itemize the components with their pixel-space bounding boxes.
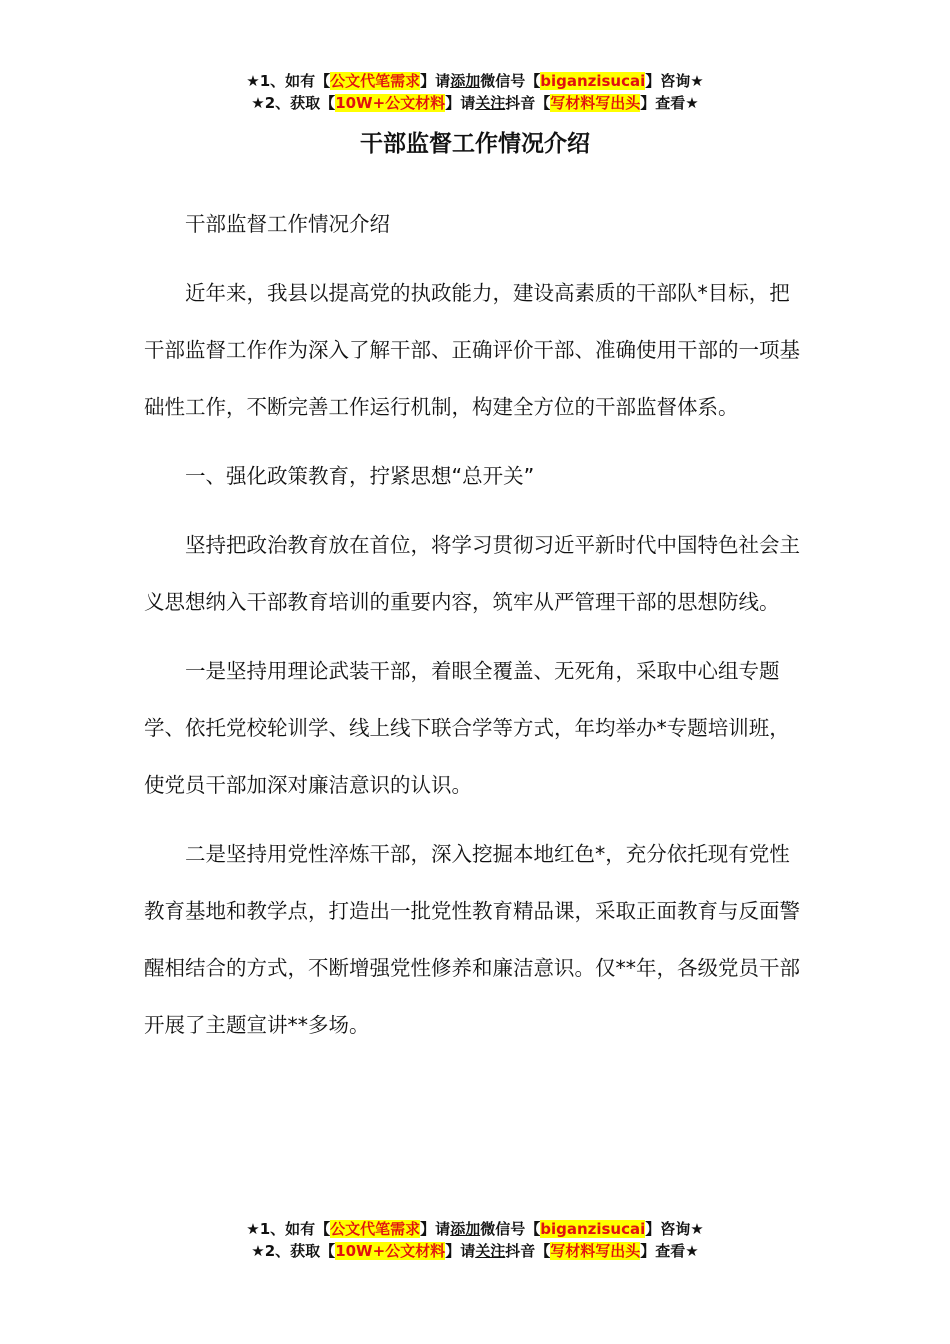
service-highlight: 公文代笔需求 [330,72,421,90]
header-banner [0,70,950,114]
materials-highlight: 10W+公文材料 [335,94,446,112]
douyin-id-highlight: 写材料写出头 [550,94,641,112]
banner-line-1: ★1、如有【公文代笔需求】请添加微信号【biganzisucai】咨询★ [246,72,704,90]
paragraph-section-1: 坚持把政治教育放在首位，将学习贯彻习近平新时代中国特色社会主义思想纳入干部教育培训的重要内容，筑牢从严管理干部的思想防线。 [144,533,800,614]
footer-banner-line-1: ★1、如有【公文代笔需求】请添加微信号【biganzisucai】咨询★ [246,1220,704,1238]
footer-douyin-id-highlight: 写材料写出头 [550,1242,641,1260]
footer-banner [0,1218,950,1262]
banner-line-2: ★2、获取【10W+公文材料】请关注抖音【写材料写出头】查看★ [251,94,699,112]
footer-banner-line-2: ★2、获取【10W+公文材料】请关注抖音【写材料写出头】查看★ [251,1242,699,1260]
footer-wechat-id-highlight: biganzisucai [540,1220,646,1238]
paragraph-intro: 近年来，我县以提高党的执政能力，建设高素质的干部队*目标，把干部监督工作作为深入了解干部、正确评价干部、准确使用干部的一项基础性工作，不断完善工作运行机制，构建全方位的干部监督体系。 [144,281,800,419]
footer-service-highlight: 公文代笔需求 [330,1220,421,1238]
footer-materials-highlight: 10W+公文材料 [335,1242,446,1260]
paragraph-point-1: 一是坚持用理论武装干部，着眼全覆盖、无死角，采取中心组专题学、依托党校轮训学、线上线下联合学等方式，年均举办*专题培训班，使党员干部加深对廉洁意识的认识。 [144,659,790,797]
paragraph-subtitle: 干部监督工作情况介绍 [185,212,390,236]
wechat-id-highlight: biganzisucai [540,72,646,90]
document-body [144,196,809,1066]
paragraph-point-2: 二是坚持用党性淬炼干部，深入挖掘本地红色*，充分依托现有党性教育基地和教学点，打造出一批党性教育精品课，采取正面教育与反面警醒相结合的方式，不断增强党性修养和廉洁意识。仅**年，各级党员干部开展了主题宣讲**多场。 [144,842,800,1037]
document-title: 干部监督工作情况介绍 [360,131,590,157]
section-heading-1: 一、强化政策教育，拧紧思想“总开关” [185,464,535,488]
